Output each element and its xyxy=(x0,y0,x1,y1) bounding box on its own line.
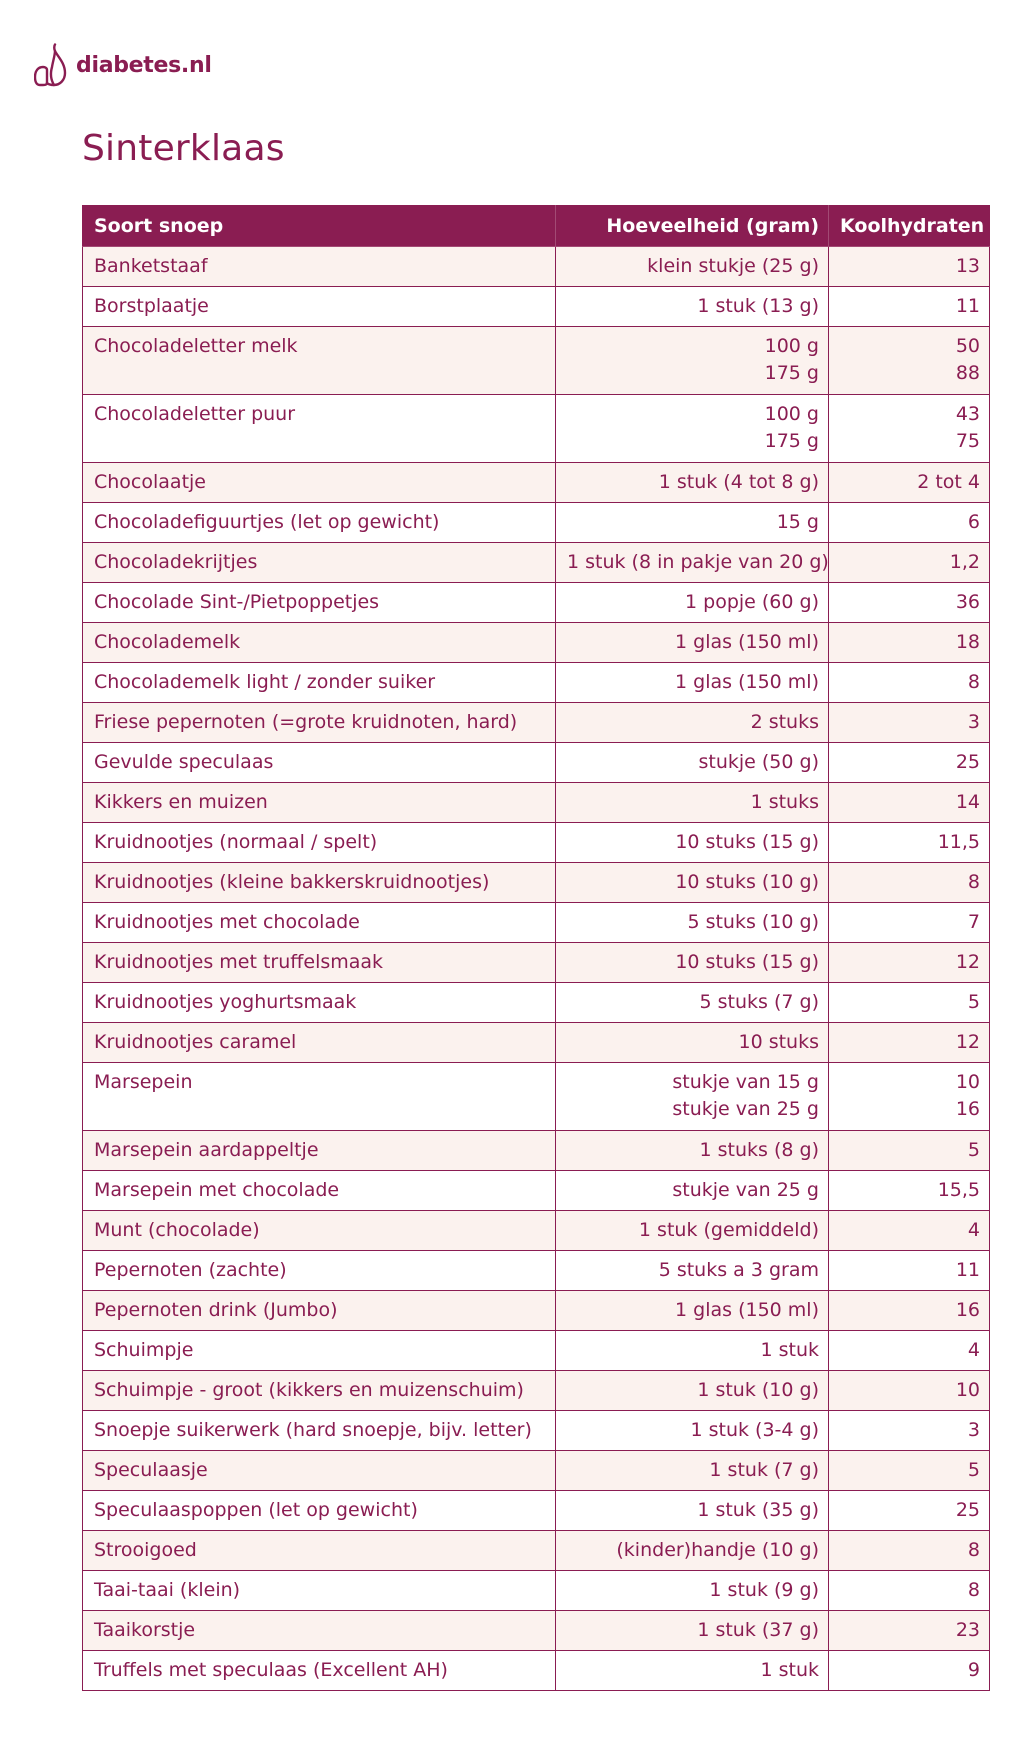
sweet-name-cell: Speculaasje xyxy=(83,1451,556,1491)
amount-cell xyxy=(556,1291,829,1331)
table-row xyxy=(83,1371,990,1411)
carbohydrate-table xyxy=(82,205,990,1691)
carbohydrates-cell xyxy=(829,327,990,395)
sweet-name-cell: Schuimpje xyxy=(83,1331,556,1371)
carbohydrates-value: 12 xyxy=(955,951,980,973)
sweet-name-cell: Taaikorstje xyxy=(83,1611,556,1651)
table-row xyxy=(83,1491,990,1531)
sweet-name-cell: Chocoladekrijtjes xyxy=(83,543,556,583)
amount-value: 1 stuk (gemiddeld) xyxy=(638,1219,819,1241)
amount-cell xyxy=(556,663,829,703)
table-row xyxy=(83,783,990,823)
amount-value: 1 stuk (3-4 g) xyxy=(690,1419,819,1441)
carbohydrates-cell xyxy=(829,583,990,623)
amount-value: 1 popje (60 g) xyxy=(685,591,819,613)
amount-value: 1 stuks xyxy=(750,791,819,813)
carbohydrates-value: 4 xyxy=(967,1339,980,1361)
amount-cell xyxy=(556,943,829,983)
amount-value: stukje van 15 g xyxy=(672,1071,819,1093)
column-header-sweet-type: Soort snoep xyxy=(83,206,556,247)
carbohydrates-value: 8 xyxy=(967,871,980,893)
carbohydrates-value: 7 xyxy=(967,911,980,933)
amount-value: 5 stuks a 3 gram xyxy=(658,1259,819,1281)
carbohydrates-value: 6 xyxy=(967,511,980,533)
amount-cell xyxy=(556,1651,829,1691)
amount-cell xyxy=(556,583,829,623)
carbohydrates-value: 25 xyxy=(955,1499,980,1521)
amount-cell xyxy=(556,1491,829,1531)
amount-value: 15 g xyxy=(776,511,819,533)
carbohydrates-value: 9 xyxy=(967,1659,980,1681)
amount-cell xyxy=(556,327,829,395)
amount-value: stukje van 25 g xyxy=(672,1098,819,1120)
carbohydrates-value: 43 xyxy=(955,403,980,425)
carbohydrates-cell xyxy=(829,623,990,663)
carbohydrates-cell xyxy=(829,943,990,983)
table-row xyxy=(83,1331,990,1371)
carbohydrates-cell xyxy=(829,1063,990,1131)
amount-value: 1 stuks (8 g) xyxy=(699,1139,819,1161)
amount-cell xyxy=(556,287,829,327)
carbohydrates-cell xyxy=(829,1211,990,1251)
table-row xyxy=(83,247,990,287)
carbohydrates-value: 5 xyxy=(967,1459,980,1481)
carbohydrates-value: 12 xyxy=(955,1031,980,1053)
amount-value: 1 stuk (37 g) xyxy=(697,1619,819,1641)
carbohydrates-value: 50 xyxy=(955,335,980,357)
table-row xyxy=(83,663,990,703)
amount-cell xyxy=(556,1131,829,1171)
sweet-name-cell: Kruidnootjes (kleine bakkerskruidnootjes) xyxy=(83,863,556,903)
carbohydrates-cell xyxy=(829,1171,990,1211)
carbohydrates-cell xyxy=(829,1651,990,1691)
sweet-name-cell: Borstplaatje xyxy=(83,287,556,327)
carbohydrates-value: 18 xyxy=(955,631,980,653)
carbohydrates-cell xyxy=(829,1451,990,1491)
amount-cell xyxy=(556,463,829,503)
sweet-name-cell: Banketstaaf xyxy=(83,247,556,287)
table-row xyxy=(83,463,990,503)
amount-value: 10 stuks (15 g) xyxy=(675,951,819,973)
table-header-row xyxy=(83,206,990,247)
carbohydrates-cell xyxy=(829,1491,990,1531)
diabetes-logo-icon xyxy=(34,43,68,87)
sweet-name-cell: Taai-taai (klein) xyxy=(83,1571,556,1611)
carbohydrates-cell xyxy=(829,503,990,543)
table-row xyxy=(83,1291,990,1331)
carbohydrates-cell xyxy=(829,903,990,943)
table-row xyxy=(83,1131,990,1171)
sweet-name-cell: Chocolaatje xyxy=(83,463,556,503)
amount-value: 1 stuk (4 tot 8 g) xyxy=(658,471,819,493)
carbohydrates-cell xyxy=(829,703,990,743)
carbohydrates-cell xyxy=(829,247,990,287)
carbohydrates-value: 11,5 xyxy=(937,831,980,853)
table-row xyxy=(83,1651,990,1691)
amount-value: 175 g xyxy=(764,362,819,384)
amount-value: 5 stuks (10 g) xyxy=(687,911,819,933)
amount-value: 1 stuk (8 in pakje van 20 g) xyxy=(567,551,829,573)
amount-value: 5 stuks (7 g) xyxy=(699,991,819,1013)
carbohydrates-cell xyxy=(829,983,990,1023)
sweet-name-cell: Strooigoed xyxy=(83,1531,556,1571)
table-row xyxy=(83,287,990,327)
amount-value: 1 glas (150 ml) xyxy=(675,671,819,693)
carbohydrates-value: 16 xyxy=(955,1299,980,1321)
amount-cell xyxy=(556,247,829,287)
amount-cell xyxy=(556,1611,829,1651)
carbohydrates-value: 10 xyxy=(955,1379,980,1401)
sweet-name-cell: Marsepein xyxy=(83,1063,556,1131)
amount-cell xyxy=(556,1211,829,1251)
amount-value: 1 glas (150 ml) xyxy=(675,631,819,653)
sweet-name-cell: Chocolademelk light / zonder suiker xyxy=(83,663,556,703)
sweet-name-cell: Kikkers en muizen xyxy=(83,783,556,823)
amount-value: 1 glas (150 ml) xyxy=(675,1299,819,1321)
carbohydrates-value: 16 xyxy=(955,1098,980,1120)
sweet-name-cell: Marsepein aardappeltje xyxy=(83,1131,556,1171)
carbohydrates-cell xyxy=(829,395,990,463)
carbohydrates-cell xyxy=(829,1023,990,1063)
amount-value: 100 g xyxy=(764,335,819,357)
carbohydrates-value: 4 xyxy=(967,1219,980,1241)
table-row xyxy=(83,623,990,663)
carbohydrates-value: 25 xyxy=(955,751,980,773)
sweet-name-cell: Kruidnootjes caramel xyxy=(83,1023,556,1063)
amount-cell xyxy=(556,1063,829,1131)
table-row xyxy=(83,1251,990,1291)
table-body xyxy=(83,247,990,1691)
amount-value: 1 stuk xyxy=(760,1339,819,1361)
amount-cell xyxy=(556,1023,829,1063)
carbohydrates-value: 10 xyxy=(955,1071,980,1093)
amount-cell xyxy=(556,1531,829,1571)
amount-cell xyxy=(556,1451,829,1491)
carbohydrates-value: 8 xyxy=(967,671,980,693)
carbohydrates-cell xyxy=(829,287,990,327)
carbohydrates-value: 3 xyxy=(967,711,980,733)
brand-name: diabetes.nl xyxy=(76,52,212,78)
carbohydrates-cell xyxy=(829,1291,990,1331)
amount-value: (kinder)handje (10 g) xyxy=(616,1539,819,1561)
column-header-amount: Hoeveelheid (gram) xyxy=(556,206,829,247)
carbohydrates-cell xyxy=(829,1531,990,1571)
carbohydrates-value: 23 xyxy=(955,1619,980,1641)
amount-cell xyxy=(556,543,829,583)
amount-cell xyxy=(556,863,829,903)
sweet-name-cell: Pepernoten drink (Jumbo) xyxy=(83,1291,556,1331)
amount-value: stukje (50 g) xyxy=(698,751,819,773)
sweet-name-cell: Gevulde speculaas xyxy=(83,743,556,783)
amount-cell xyxy=(556,903,829,943)
sweet-name-cell: Chocolade Sint-/Pietpoppetjes xyxy=(83,583,556,623)
sweet-name-cell: Friese pepernoten (=grote kruidnoten, hard) xyxy=(83,703,556,743)
table-row xyxy=(83,823,990,863)
table-row xyxy=(83,1451,990,1491)
amount-value: 10 stuks (15 g) xyxy=(675,831,819,853)
table-row xyxy=(83,395,990,463)
table-row xyxy=(83,983,990,1023)
amount-cell xyxy=(556,623,829,663)
amount-cell xyxy=(556,783,829,823)
carbohydrates-value: 5 xyxy=(967,1139,980,1161)
carbohydrates-cell xyxy=(829,783,990,823)
carbohydrates-value: 11 xyxy=(955,295,980,317)
carbohydrates-cell xyxy=(829,1331,990,1371)
sweet-name-cell: Snoepje suikerwerk (hard snoepje, bijv. letter) xyxy=(83,1411,556,1451)
amount-cell xyxy=(556,1571,829,1611)
table-row xyxy=(83,863,990,903)
amount-cell xyxy=(556,1171,829,1211)
brand-logo[interactable] xyxy=(34,42,212,88)
sweet-name-cell: Chocoladeletter melk xyxy=(83,327,556,395)
table-row xyxy=(83,703,990,743)
carbohydrates-value: 75 xyxy=(955,430,980,452)
carbohydrates-value: 8 xyxy=(967,1539,980,1561)
page-title: Sinterklaas xyxy=(82,128,285,169)
amount-value: 175 g xyxy=(764,430,819,452)
sweet-name-cell: Kruidnootjes yoghurtsmaak xyxy=(83,983,556,1023)
amount-value: 2 stuks xyxy=(750,711,819,733)
amount-value: stukje van 25 g xyxy=(672,1179,819,1201)
amount-cell xyxy=(556,1371,829,1411)
table-row xyxy=(83,943,990,983)
table-row xyxy=(83,543,990,583)
carbohydrates-cell xyxy=(829,1611,990,1651)
carbohydrates-value: 14 xyxy=(955,791,980,813)
carbohydrates-value: 8 xyxy=(967,1579,980,1601)
table-row xyxy=(83,1411,990,1451)
table-row xyxy=(83,1023,990,1063)
sweet-name-cell: Pepernoten (zachte) xyxy=(83,1251,556,1291)
carbohydrates-cell xyxy=(829,743,990,783)
carbohydrates-cell xyxy=(829,663,990,703)
carbohydrates-cell xyxy=(829,823,990,863)
table-row xyxy=(83,503,990,543)
carbohydrates-cell xyxy=(829,1411,990,1451)
amount-value: 1 stuk (10 g) xyxy=(697,1379,819,1401)
sweet-name-cell: Schuimpje - groot (kikkers en muizenschuim) xyxy=(83,1371,556,1411)
amount-value: 1 stuk (7 g) xyxy=(709,1459,819,1481)
amount-value: 1 stuk (35 g) xyxy=(697,1499,819,1521)
amount-value: klein stukje (25 g) xyxy=(647,255,819,277)
carbohydrates-cell xyxy=(829,1571,990,1611)
amount-cell xyxy=(556,1331,829,1371)
amount-cell xyxy=(556,395,829,463)
table-row xyxy=(83,903,990,943)
table-row xyxy=(83,743,990,783)
carbohydrates-value: 36 xyxy=(955,591,980,613)
amount-cell xyxy=(556,503,829,543)
sweet-name-cell: Marsepein met chocolade xyxy=(83,1171,556,1211)
carbohydrates-cell xyxy=(829,1131,990,1171)
carbohydrates-cell xyxy=(829,863,990,903)
amount-value: 10 stuks xyxy=(738,1031,819,1053)
table-row xyxy=(83,1571,990,1611)
amount-cell xyxy=(556,743,829,783)
table-row xyxy=(83,1171,990,1211)
table-row xyxy=(83,327,990,395)
carbohydrates-value: 11 xyxy=(955,1259,980,1281)
table-row xyxy=(83,1531,990,1571)
amount-value: 1 stuk (13 g) xyxy=(697,295,819,317)
sweet-name-cell: Kruidnootjes (normaal / spelt) xyxy=(83,823,556,863)
sweet-name-cell: Speculaaspoppen (let op gewicht) xyxy=(83,1491,556,1531)
amount-value: 1 stuk xyxy=(760,1659,819,1681)
carbohydrates-value: 3 xyxy=(967,1419,980,1441)
sweet-name-cell: Chocolademelk xyxy=(83,623,556,663)
table-row xyxy=(83,1211,990,1251)
amount-cell xyxy=(556,1251,829,1291)
sweet-name-cell: Chocoladeletter puur xyxy=(83,395,556,463)
column-header-carbohydrates: Koolhydraten xyxy=(829,206,990,247)
carbohydrates-cell xyxy=(829,543,990,583)
amount-cell xyxy=(556,983,829,1023)
carbohydrates-value: 5 xyxy=(967,991,980,1013)
amount-cell xyxy=(556,1411,829,1451)
amount-cell xyxy=(556,703,829,743)
carbohydrates-value: 88 xyxy=(955,362,980,384)
carbohydrates-value: 13 xyxy=(955,255,980,277)
amount-value: 1 stuk (9 g) xyxy=(709,1579,819,1601)
table-row xyxy=(83,583,990,623)
carbohydrates-value: 1,2 xyxy=(949,551,980,573)
table-row xyxy=(83,1611,990,1651)
sweet-name-cell: Truffels met speculaas (Excellent AH) xyxy=(83,1651,556,1691)
sweet-name-cell: Munt (chocolade) xyxy=(83,1211,556,1251)
sweet-name-cell: Kruidnootjes met chocolade xyxy=(83,903,556,943)
carbohydrates-cell xyxy=(829,463,990,503)
carbohydrates-cell xyxy=(829,1251,990,1291)
table-row xyxy=(83,1063,990,1131)
carbohydrates-value: 15,5 xyxy=(937,1179,980,1201)
amount-value: 10 stuks (10 g) xyxy=(675,871,819,893)
amount-value: 100 g xyxy=(764,403,819,425)
sweet-name-cell: Kruidnootjes met truffelsmaak xyxy=(83,943,556,983)
sweet-name-cell: Chocoladefiguurtjes (let op gewicht) xyxy=(83,503,556,543)
carbohydrates-cell xyxy=(829,1371,990,1411)
carbohydrates-value: 2 tot 4 xyxy=(917,471,980,493)
amount-cell xyxy=(556,823,829,863)
